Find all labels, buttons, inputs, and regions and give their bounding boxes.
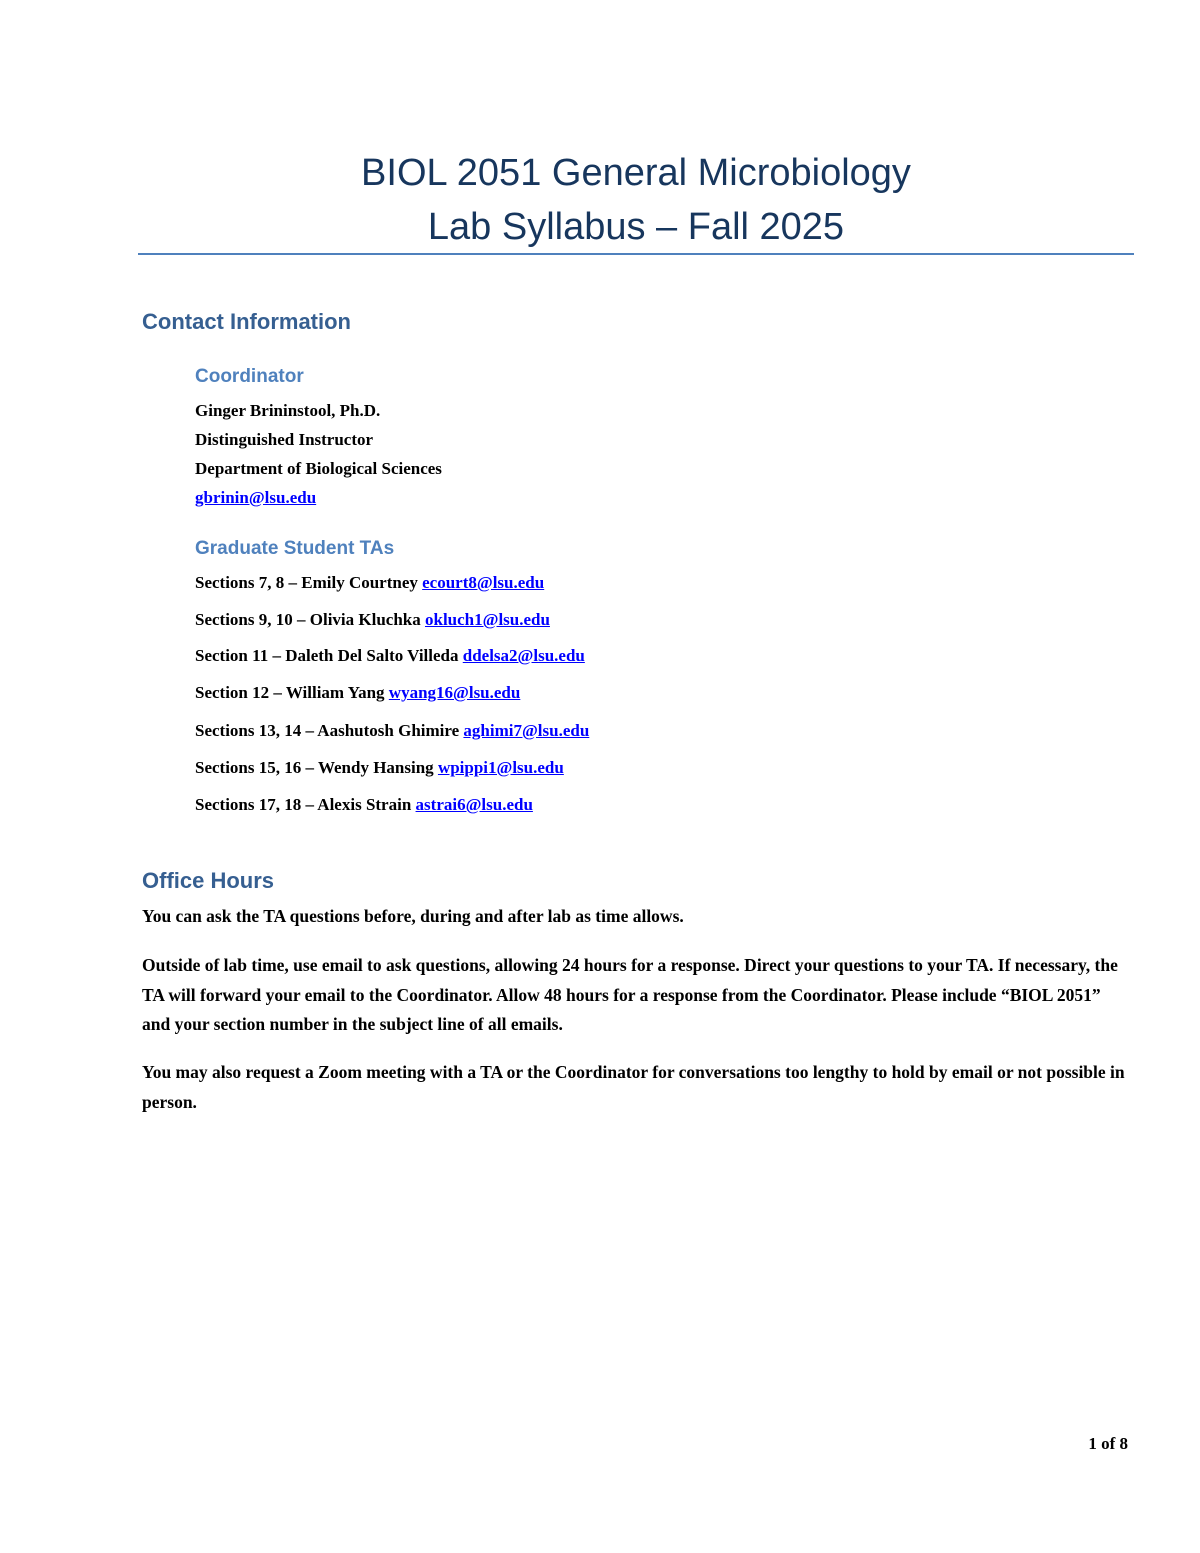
- office-hours-paragraph: You may also request a Zoom meeting with a TA or the Coordinator for conversations too lengthy to hold by email or not possible in person.: [142, 1062, 1125, 1112]
- ta-label: Sections 17, 18 – Alexis Strain: [195, 795, 416, 814]
- ta-label: Sections 7, 8 – Emily Courtney: [195, 573, 423, 592]
- ta-label: Section 12 – William Yang: [195, 683, 389, 702]
- ta-email-link[interactable]: aghimi7@lsu.edu: [463, 721, 590, 740]
- ta-label: Sections 13, 14 – Aashutosh Ghimire: [195, 721, 464, 740]
- ta-email-link[interactable]: okluch1@lsu.edu: [425, 610, 550, 629]
- ta-label: Sections 9, 10 – Olivia Kluchka: [195, 610, 425, 629]
- ta-list-item: [195, 573, 544, 593]
- contact-information-heading: Contact Information: [142, 309, 351, 334]
- office-hours-paragraph: Outside of lab time, use email to ask questions, allowing 24 hours for a response. Direct your questions to your TA. If necessary, the TA will forward your email to the Coordinator. Allow 48 hours for a response from the Coordinator. Please include “BIOL 2051” and your section number in the subject line of all emails.: [142, 955, 1118, 1034]
- ta-list-item: [195, 758, 564, 778]
- ta-list-item: [195, 610, 550, 630]
- coordinator-department: Department of Biological Sciences: [195, 459, 442, 478]
- coordinator-role: Distinguished Instructor: [195, 430, 374, 449]
- coordinator-email-link[interactable]: gbrinin@lsu.edu: [195, 488, 317, 507]
- coordinator-email-line: [195, 488, 316, 508]
- ta-list-item: [195, 721, 589, 741]
- ta-list-item: [195, 795, 533, 815]
- ta-email-link[interactable]: wpippi1@lsu.edu: [437, 758, 564, 777]
- coordinator-heading: Coordinator: [195, 366, 304, 387]
- title-line-2: Lab Syllabus – Fall 2025: [427, 206, 845, 248]
- office-hours-paragraph: You can ask the TA questions before, during and after lab as time allows.: [142, 906, 684, 926]
- title-line-1: BIOL 2051 General Microbiology: [361, 152, 911, 194]
- graduate-tas-heading: Graduate Student TAs: [195, 538, 395, 559]
- ta-email-link[interactable]: ddelsa2@lsu.edu: [462, 646, 585, 665]
- office-hours-heading: Office Hours: [142, 868, 275, 893]
- ta-email-link[interactable]: ecourt8@lsu.edu: [422, 573, 545, 592]
- title-divider: [138, 253, 1134, 255]
- ta-list-item: [195, 646, 585, 666]
- ta-email-link[interactable]: astrai6@lsu.edu: [415, 795, 533, 814]
- ta-label: Section 11 – Daleth Del Salto Villeda: [195, 646, 463, 665]
- ta-email-link[interactable]: wyang16@lsu.edu: [388, 683, 521, 702]
- document-title: [138, 146, 1134, 254]
- ta-list-item: [195, 683, 520, 703]
- ta-label: Sections 15, 16 – Wendy Hansing: [195, 758, 438, 777]
- page-number: 1 of 8: [1088, 1434, 1128, 1453]
- coordinator-name: Ginger Brininstool, Ph.D.: [195, 401, 381, 420]
